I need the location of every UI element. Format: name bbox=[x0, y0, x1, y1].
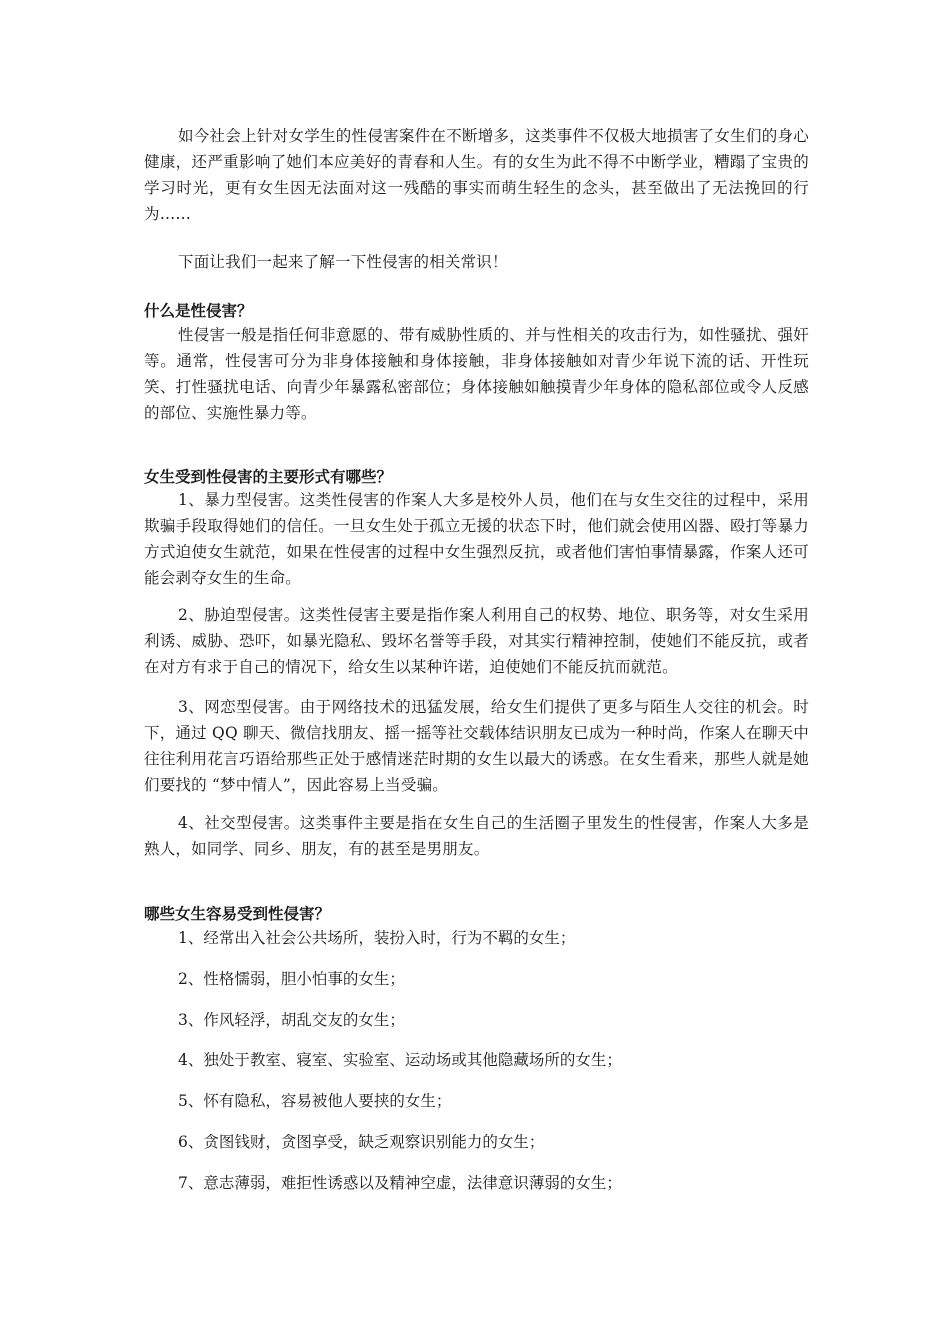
list-item-form-3: 3、网恋型侵害。由于网络技术的迅猛发展，给女生们提供了更多与陌生人交往的机会。时下，通过 QQ 聊天、微信找朋友、摇一摇等社交载体结识朋友已成为一种时尚，作案人在聊天中往往利用花言巧语给那些正处于感情迷茫时期的女生以最大的诱惑。在女生看来，那些人就是她们要找的 “梦中情人”，因此容易上当受骗。 bbox=[144, 698, 809, 794]
list-item-vulnerable-4: 4、独处于教室、寝室、实验室、运动场或其他隐藏场所的女生； bbox=[178, 1051, 622, 1069]
list-item-form-2: 2、胁迫型侵害。这类性侵害主要是指作案人利用自己的权势、地位、职务等，对女生采用利诱、威胁、恐吓，如暴光隐私、毁坏名誉等手段，对其实行精神控制，使她们不能反抗，或者在对方有求于自己的情况下，给女生以某种许诺，迫使她们不能反抗而就范。 bbox=[144, 606, 809, 676]
list-item-vulnerable-5: 5、怀有隐私，容易被他人要挟的女生； bbox=[178, 1092, 452, 1110]
list-item-vulnerable-3: 3、作风轻浮，胡乱交友的女生； bbox=[178, 1011, 405, 1029]
list-item-vulnerable-2: 2、性格懦弱，胆小怕事的女生； bbox=[178, 970, 405, 988]
section-heading-forms: 女生受到性侵害的主要形式有哪些？ bbox=[144, 467, 393, 486]
intro-paragraph: 如今社会上针对女学生的性侵害案件在不断增多，这类事件不仅极大地损害了女生们的身心健康，还严重影响了她们本应美好的青春和人生。有的女生为此不得不中断学业，糟蹋了宝贵的学习时光，更有女生因无法面对这一残酷的事实而萌生轻生的念头，甚至做出了无法挽回的行为…… bbox=[144, 127, 809, 223]
intro-lead-paragraph: 下面让我们一起来了解一下性侵害的相关常识！ bbox=[178, 253, 508, 271]
section-heading-what-is: 什么是性侵害？ bbox=[144, 301, 253, 320]
list-item-form-4: 4、社交型侵害。这类事件主要是指在女生自己的生活圈子里发生的性侵害，作案人大多是熟人，如同学、同乡、朋友，有的甚至是男朋友。 bbox=[144, 814, 809, 858]
list-item-vulnerable-7: 7、意志薄弱，难拒性诱惑以及精神空虚，法律意识薄弱的女生； bbox=[178, 1174, 622, 1192]
list-item-vulnerable-1: 1、经常出入社会公共场所，装扮入时，行为不羁的女生； bbox=[178, 929, 576, 947]
section-body-what-is: 性侵害一般是指任何非意愿的、带有威胁性质的、并与性相关的攻击行为，如性骚扰、强奸等。通常，性侵害可分为非身体接触和身体接触，非身体接触如对青少年说下流的话、开性玩笑、打性骚扰电话、向青少年暴露私密部位；身体接触如触摸青少年身体的隐私部位或令人反感的部位、实施性暴力等。 bbox=[144, 326, 809, 422]
section-heading-vulnerable: 哪些女生容易受到性侵害？ bbox=[144, 904, 331, 923]
list-item-vulnerable-6: 6、贪图钱财，贪图享受，缺乏观察识别能力的女生； bbox=[178, 1133, 545, 1151]
list-item-form-1: 1、暴力型侵害。这类性侵害的作案人大多是校外人员，他们在与女生交往的过程中，采用欺骗手段取得她们的信任。一旦女生处于孤立无援的状态下时，他们就会使用凶器、殴打等暴力方式迫使女生就范，如果在性侵害的过程中女生强烈反抗，或者他们害怕事情暴露，作案人还可能会剥夺女生的生命。 bbox=[144, 491, 809, 587]
